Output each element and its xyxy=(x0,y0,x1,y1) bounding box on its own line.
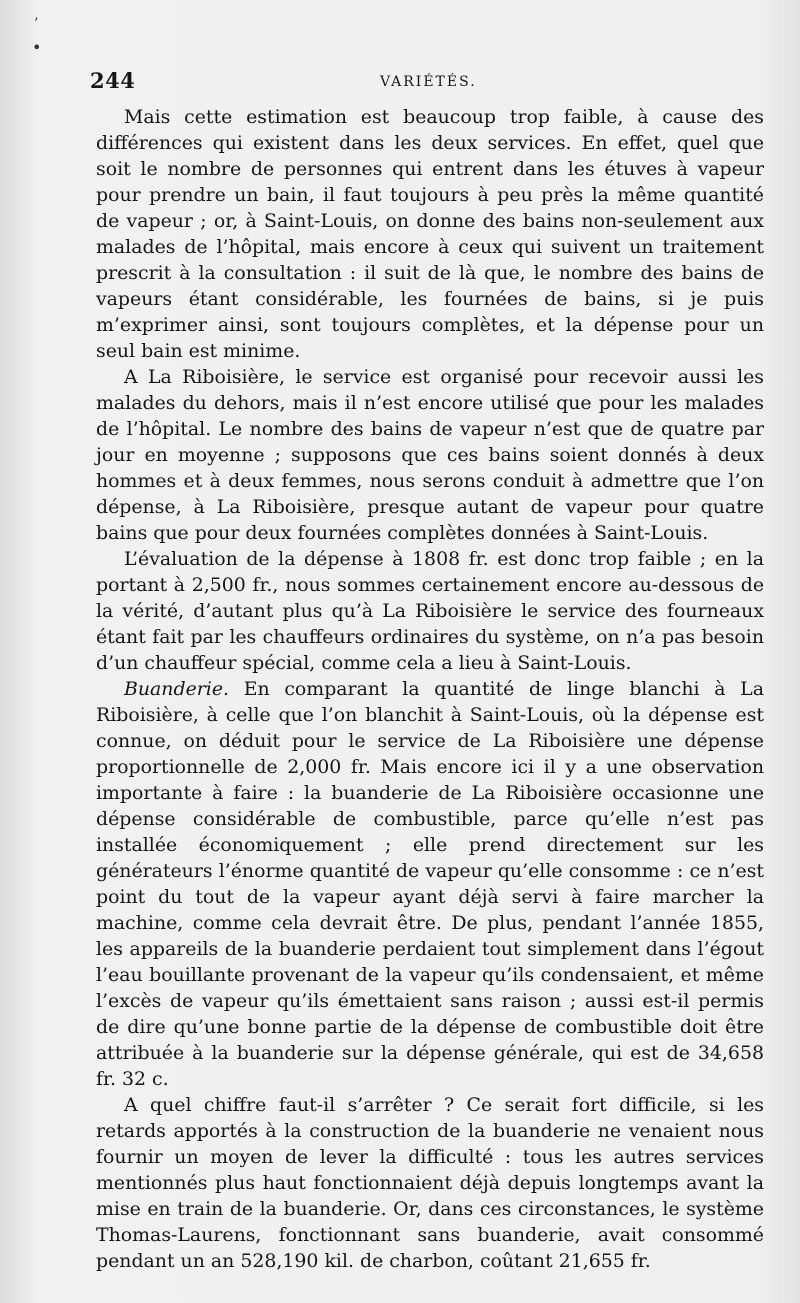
paragraph-text: A La Riboisière, le service est organisé pour recevoir aussi les malades du dehors, mais il n’est encore utilisé que pour les malades de l’hôpital. Le nombre des bains de vapeur n’est que de quatre par jour en moyenne ; supposons que ces bains soient donnés à deux hommes et à deux femmes, nous serons conduit à admettre que l’on dépense, à La Riboisière, presque autant de vapeur pour quatre bains que pour deux fournées complètes données à Saint-Louis. xyxy=(96,366,764,544)
paragraph-text: En comparant la quantité de linge blanchi à La Riboisière, à celle que l’on blanchit à Saint-Louis, où la dépense est connue, on déduit pour le service de La Riboisière une dépense proportionnelle de 2,000 fr. Mais encore ici il y a une observation importante à faire : la buanderie de La Riboisière occasionne une dépense considérable de combustible, parce qu’elle n’est pas installée économiquement ; elle prend directement sur les générateurs l’énorme quantité de vapeur qu’elle consomme : ce n’est point du tout de la vapeur ayant déjà servi à faire marcher la machine, comme cela devrait être. De plus, pendant l’année 1855, les appareils de la buanderie perdaient tout simplement dans l’égout l’eau bouillante provenant de la vapeur qu’ils condensaient, et même l’excès de vapeur qu’ils émettaient sans raison ; aussi est-il permis de dire qu’une bonne partie de la dépense de combustible doit être attribuée à la buanderie sur la dépense générale, qui est de 34,658 fr. 32 c. xyxy=(96,678,764,1090)
margin-mark: • xyxy=(32,38,42,57)
paragraph-text: A quel chiffre faut-il s’arrêter ? Ce serait fort difficile, si les retards apportés à la construction de la buanderie ne venaient nous fournir un moyen de lever la difficulté : tous les autres services mentionnés plus haut fonctionnaient déjà depuis longtemps avant la mise en train de la buanderie. Or, dans ces circonstances, le système Thomas-Laurens, fonctionnant sans buanderie, avait consommé pendant un an 528,190 kil. de charbon, coûtant 21,655 fr. xyxy=(96,1094,764,1272)
paragraph xyxy=(96,1092,764,1274)
page-header xyxy=(90,68,760,96)
section-subhead: Buanderie. xyxy=(124,678,230,700)
paragraph xyxy=(96,104,764,364)
paragraph xyxy=(96,546,764,676)
paragraph-text: Mais cette estimation est beaucoup trop faible, à cause des différences qui existent dans les deux services. En effet, quel que soit le nombre de personnes qui entrent dans les étuves à vapeur pour prendre un bain, il faut toujours à peu près la même quantité de vapeur ; or, à Saint-Louis, on donne des bains non-seulement aux malades de l’hôpital, mais encore à ceux qui suivent un traitement prescrit à la consultation : il suit de là que, le nombre des bains de vapeurs étant considérable, les fournées de bains, si je puis m’exprimer ainsi, sont toujours complètes, et la dépense pour un seul bain est minime. xyxy=(96,106,764,362)
paragraph xyxy=(96,364,764,546)
running-head: VARIÉTÉS. xyxy=(380,74,477,90)
page-number: 244 xyxy=(90,68,136,93)
paragraph-text: L’évaluation de la dépense à 1808 fr. est donc trop faible ; en la portant à 2,500 fr., nous sommes certainement encore au-dessous de la vérité, d’autant plus qu’à La Riboisière le service des fourneaux étant fait par les chauffeurs ordinaires du système, on n’a pas besoin d’un chauffeur spécial, comme cela a lieu à Saint-Louis. xyxy=(96,548,764,674)
paragraph xyxy=(96,676,764,1092)
margin-mark: ’ xyxy=(34,16,39,32)
body-text xyxy=(96,104,764,1274)
